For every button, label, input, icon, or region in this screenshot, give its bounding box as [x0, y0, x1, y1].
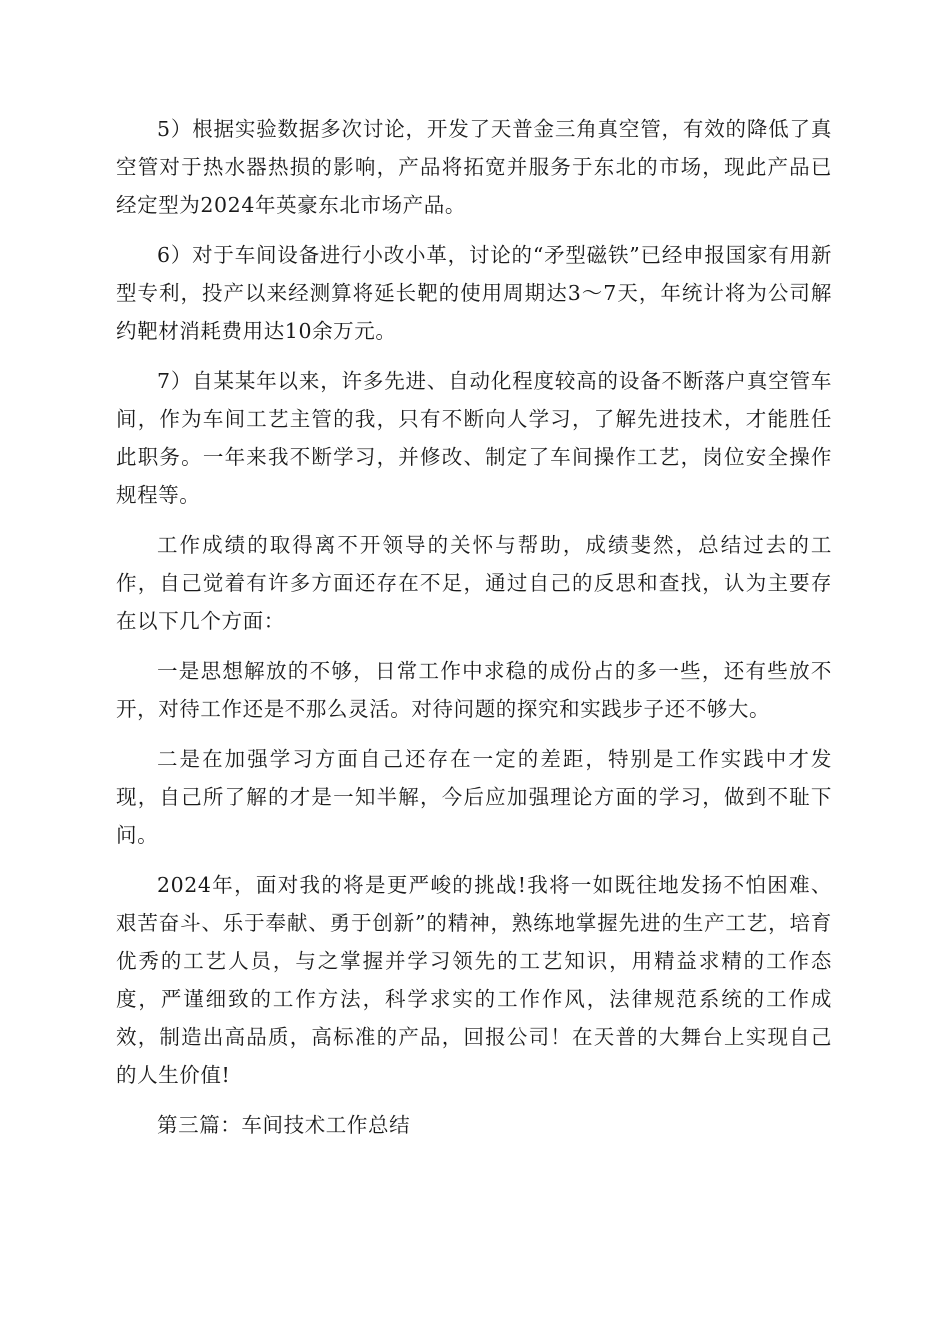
section-heading: 第三篇：车间技术工作总结 [157, 1113, 411, 1137]
paragraph-outlook: 2024年，面对我的将是更严峻的挑战!我将一如既往地发扬不怕困难、艰苦奋斗、乐于奉献、勇于创新”的精神，熟练地掌握先进的生产工艺，培育优秀的工艺人员，与之掌握并学习领先的工艺知识，用精益求精的工作态度，严谨细致的工作方法，科学求实的工作作风，法律规范系统的工作成效，制造出高品质，高标准的产品，回报公司！在天普的大舞台上实现自己的人生价值! [116, 873, 832, 1087]
paragraph-issue-one: 一是思想解放的不够，日常工作中求稳的成份占的多一些，还有些放不开，对待工作还是不那么灵活。对待问题的探究和实践步子还不够大。 [116, 659, 832, 721]
paragraph-issue-two: 二是在加强学习方面自己还存在一定的差距，特别是工作实践中才发现，自己所了解的才是一知半解，今后应加强理论方面的学习，做到不耻下问。 [116, 747, 832, 847]
paragraph-item-7: 7）自某某年以来，许多先进、自动化程度较高的设备不断落户真空管车间，作为车间工艺主管的我，只有不断向人学习，了解先进技术，才能胜任此职务。一年来我不断学习，并修改、制定了车间操作工艺，岗位安全操作规程等。 [116, 369, 832, 507]
document-body [116, 110, 832, 1156]
paragraph-item-5: 5）根据实验数据多次讨论，开发了天普金三角真空管，有效的降低了真空管对于热水器热损的影响，产品将拓宽并服务于东北的市场，现此产品已经定型为2024年英豪东北市场产品。 [116, 117, 832, 217]
paragraph-item-6: 6）对于车间设备进行小改小革，讨论的“矛型磁铁”已经申报国家有用新型专利，投产以来经测算将延长靶的使用周期达3～7天，年统计将为公司解约靶材消耗费用达10余万元。 [116, 243, 832, 343]
paragraph-summary: 工作成绩的取得离不开领导的关怀与帮助，成绩斐然，总结过去的工作，自己觉着有许多方面还存在不足，通过自己的反思和查找，认为主要存在以下几个方面： [116, 533, 832, 633]
